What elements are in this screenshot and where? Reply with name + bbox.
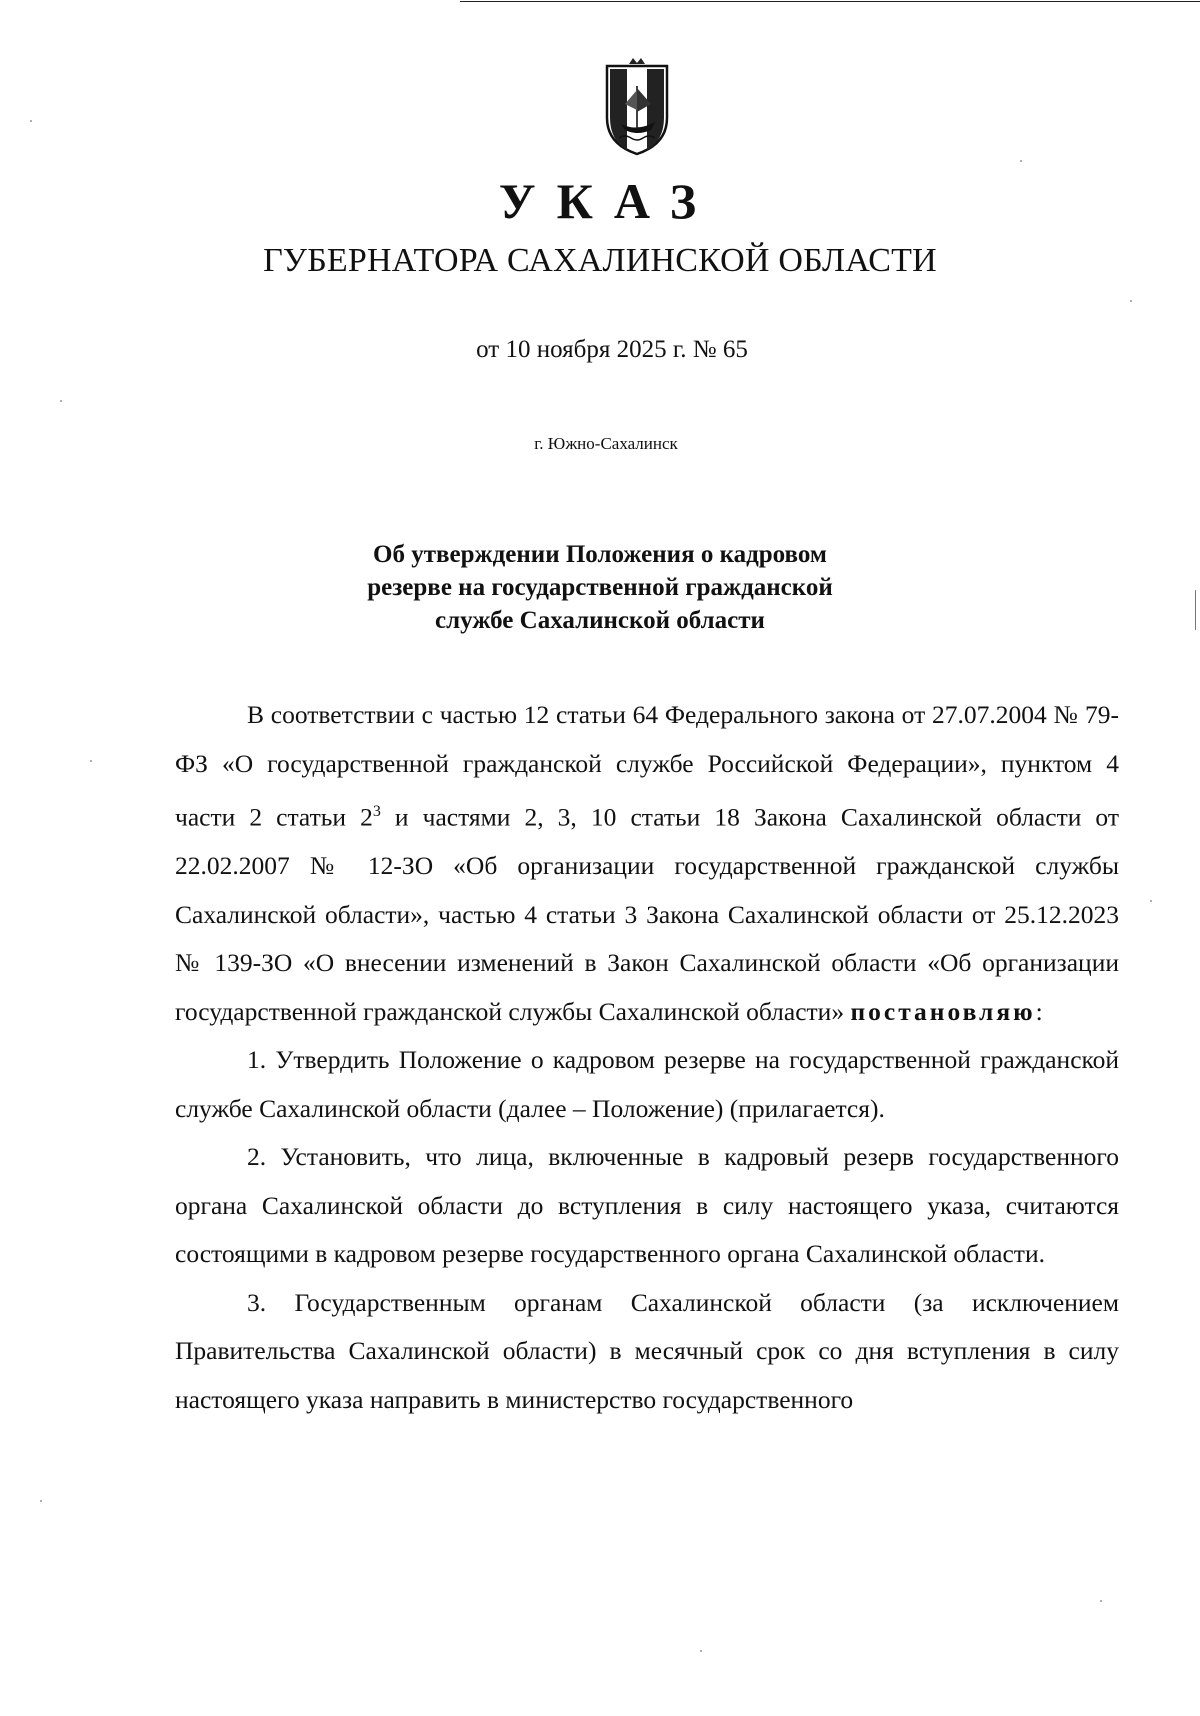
preamble-paragraph (175, 691, 1119, 1036)
issuer-title: ГУБЕРНАТОРА САХАЛИНСКОЙ ОБЛАСТИ (263, 242, 937, 279)
document-type: УКАЗ (498, 173, 718, 229)
decree-subject (300, 538, 900, 637)
subject-line: службе Сахалинской области (435, 607, 765, 634)
colon: : (1035, 996, 1043, 1026)
decree-body (175, 691, 1119, 1424)
scan-top-rule (460, 1, 1200, 2)
sakhalin-coat-of-arms-icon (589, 58, 685, 158)
issue-city: г. Южно-Сахалинск (534, 434, 678, 453)
scan-speck (1150, 900, 1152, 902)
scan-speck (1130, 300, 1132, 302)
scan-speck (30, 120, 32, 122)
scan-speck (700, 1650, 702, 1652)
preamble-text: В соответствии с частью 12 статьи 64 Федерального закона от 27.07.2004 № 79-ФЗ «О государственной гражданской службе Российской Федерации», пунктом 4 части 2 статьи 2 (175, 700, 1119, 832)
scan-speck (90, 760, 92, 762)
scan-speck (1195, 590, 1196, 630)
subject-line: Об утверждении Положения о кадровом (373, 541, 827, 568)
decree-item: 1. Утвердить Положение о кадровом резерве на государственной гражданской службе Сахалинской области (далее – Положение) (прилагается). (175, 1045, 1119, 1123)
preamble-text: и частями 2, 3, 10 статьи 18 Закона Сахалинской области от 22.02.2007 № 12-ЗО «Об организации государственной гражданской службы Сахалинской области», частью 4 статьи 3 Закона Сахалинской области от 25.12.2023 № 139-ЗО «О внесении изменений в Закон Сахалинской области «Об организации государственной гражданской службы Сахалинской области» (175, 802, 1119, 1026)
superscript: 3 (372, 803, 381, 820)
decree-item: 3. Государственным органам Сахалинской области (за исключением Правительства Сахалинской области) в месячный срок со дня вступления в силу настоящего указа направить в министерство государственного (175, 1287, 1119, 1414)
scan-speck (40, 1500, 42, 1502)
scan-speck (1100, 1600, 1102, 1602)
decree-word: постановляю (850, 996, 1036, 1026)
decree-item: 2. Установить, что лица, включенные в кадровый резерв государственного органа Сахалинской области до вступления в силу настоящего указа, считаются состоящими в кадровом резерве государственного органа Сахалинской области. (175, 1142, 1119, 1268)
scan-speck (1020, 160, 1022, 162)
date-and-number: от 10 ноября 2025 г. № 65 (476, 336, 748, 363)
subject-line: резерве на государственной гражданской (367, 574, 833, 601)
scan-speck (60, 400, 62, 402)
